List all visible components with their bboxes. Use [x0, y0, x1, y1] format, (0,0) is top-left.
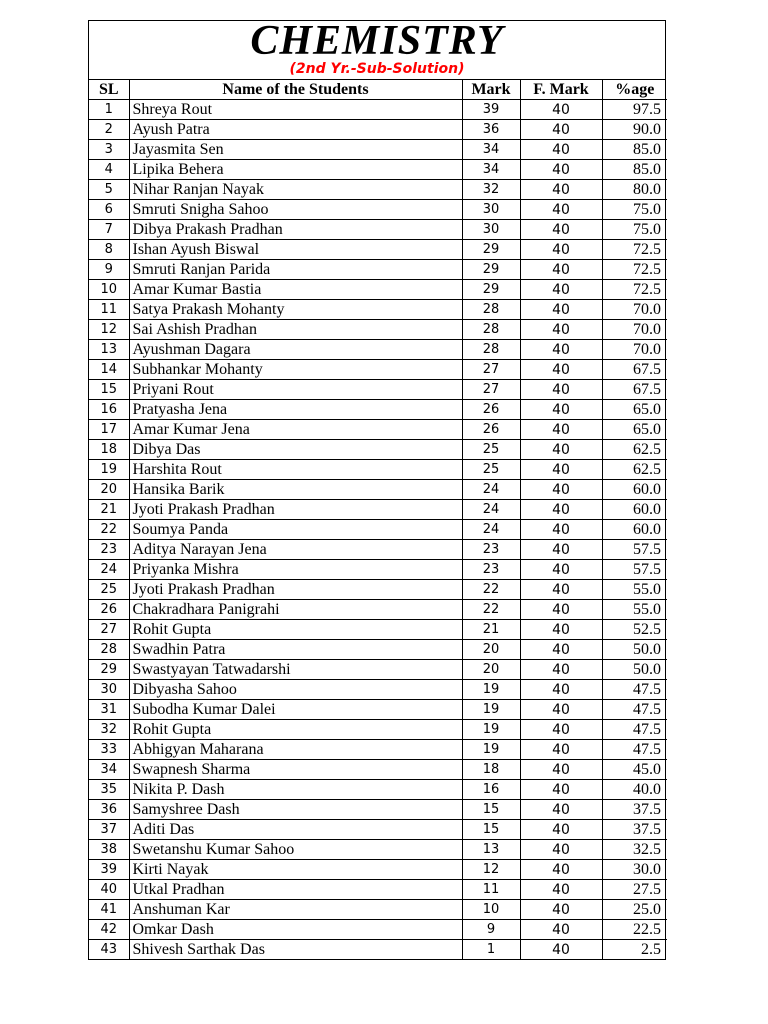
marks-table — [89, 80, 667, 959]
mark-cell: 39 — [462, 100, 520, 120]
serial-number-cell: 2 — [89, 120, 129, 140]
mark-cell: 16 — [462, 780, 520, 800]
serial-number-cell: 43 — [89, 940, 129, 960]
percentage-cell: 32.5 — [602, 840, 667, 860]
full-mark-cell: 40 — [520, 260, 602, 280]
table-row — [89, 840, 667, 860]
student-name-cell: Jayasmita Sen — [129, 140, 462, 160]
student-name-cell: Sai Ashish Pradhan — [129, 320, 462, 340]
serial-number-cell: 38 — [89, 840, 129, 860]
percentage-cell: 25.0 — [602, 900, 667, 920]
full-mark-cell: 40 — [520, 140, 602, 160]
percentage-cell: 85.0 — [602, 140, 667, 160]
mark-cell: 20 — [462, 660, 520, 680]
student-name-cell: Pratyasha Jena — [129, 400, 462, 420]
mark-cell: 36 — [462, 120, 520, 140]
table-row — [89, 380, 667, 400]
serial-number-cell: 1 — [89, 100, 129, 120]
percentage-cell: 85.0 — [602, 160, 667, 180]
percentage-cell: 52.5 — [602, 620, 667, 640]
student-name-cell: Jyoti Prakash Pradhan — [129, 500, 462, 520]
student-name-cell: Ayush Patra — [129, 120, 462, 140]
percentage-cell: 50.0 — [602, 660, 667, 680]
full-mark-cell: 40 — [520, 920, 602, 940]
student-name-cell: Subodha Kumar Dalei — [129, 700, 462, 720]
full-mark-cell: 40 — [520, 840, 602, 860]
table-row — [89, 320, 667, 340]
table-row — [89, 720, 667, 740]
percentage-cell: 60.0 — [602, 480, 667, 500]
serial-number-cell: 23 — [89, 540, 129, 560]
student-name-cell: Utkal Pradhan — [129, 880, 462, 900]
table-row — [89, 600, 667, 620]
full-mark-cell: 40 — [520, 420, 602, 440]
mark-cell: 19 — [462, 700, 520, 720]
serial-number-cell: 16 — [89, 400, 129, 420]
full-mark-cell: 40 — [520, 540, 602, 560]
mark-cell: 15 — [462, 800, 520, 820]
table-row — [89, 760, 667, 780]
full-mark-cell: 40 — [520, 300, 602, 320]
table-row — [89, 880, 667, 900]
percentage-cell: 67.5 — [602, 360, 667, 380]
full-mark-cell: 40 — [520, 100, 602, 120]
mark-cell: 26 — [462, 400, 520, 420]
serial-number-cell: 20 — [89, 480, 129, 500]
serial-number-cell: 25 — [89, 580, 129, 600]
mark-cell: 32 — [462, 180, 520, 200]
table-row — [89, 440, 667, 460]
percentage-cell: 70.0 — [602, 320, 667, 340]
full-mark-cell: 40 — [520, 160, 602, 180]
student-name-cell: Anshuman Kar — [129, 900, 462, 920]
full-mark-cell: 40 — [520, 240, 602, 260]
sheet-title: CHEMISTRY — [250, 21, 504, 59]
percentage-cell: 22.5 — [602, 920, 667, 940]
full-mark-cell: 40 — [520, 460, 602, 480]
student-name-cell: Priyanka Mishra — [129, 560, 462, 580]
full-mark-cell: 40 — [520, 940, 602, 960]
mark-cell: 24 — [462, 520, 520, 540]
mark-cell: 27 — [462, 360, 520, 380]
serial-number-cell: 7 — [89, 220, 129, 240]
serial-number-cell: 27 — [89, 620, 129, 640]
student-name-cell: Shivesh Sarthak Das — [129, 940, 462, 960]
mark-cell: 22 — [462, 600, 520, 620]
student-name-cell: Swastyayan Tatwadarshi — [129, 660, 462, 680]
table-row — [89, 220, 667, 240]
mark-cell: 19 — [462, 680, 520, 700]
table-row — [89, 940, 667, 960]
mark-cell: 21 — [462, 620, 520, 640]
table-row — [89, 340, 667, 360]
student-name-cell: Dibya Das — [129, 440, 462, 460]
table-row — [89, 500, 667, 520]
percentage-cell: 30.0 — [602, 860, 667, 880]
serial-number-cell: 32 — [89, 720, 129, 740]
full-mark-cell: 40 — [520, 780, 602, 800]
serial-number-cell: 3 — [89, 140, 129, 160]
table-row — [89, 860, 667, 880]
serial-number-cell: 26 — [89, 600, 129, 620]
full-mark-cell: 40 — [520, 700, 602, 720]
serial-number-cell: 42 — [89, 920, 129, 940]
percentage-cell: 72.5 — [602, 260, 667, 280]
student-name-cell: Amar Kumar Bastia — [129, 280, 462, 300]
mark-cell: 26 — [462, 420, 520, 440]
full-mark-cell: 40 — [520, 800, 602, 820]
full-mark-cell: 40 — [520, 500, 602, 520]
table-row — [89, 160, 667, 180]
student-name-cell: Nikita P. Dash — [129, 780, 462, 800]
student-name-cell: Amar Kumar Jena — [129, 420, 462, 440]
full-mark-cell: 40 — [520, 400, 602, 420]
serial-number-cell: 9 — [89, 260, 129, 280]
full-mark-cell: 40 — [520, 900, 602, 920]
percentage-cell: 90.0 — [602, 120, 667, 140]
full-mark-cell: 40 — [520, 600, 602, 620]
serial-number-cell: 28 — [89, 640, 129, 660]
serial-number-cell: 5 — [89, 180, 129, 200]
serial-number-cell: 33 — [89, 740, 129, 760]
percentage-cell: 50.0 — [602, 640, 667, 660]
table-row — [89, 900, 667, 920]
table-row — [89, 240, 667, 260]
serial-number-cell: 12 — [89, 320, 129, 340]
percentage-cell: 60.0 — [602, 500, 667, 520]
table-row — [89, 520, 667, 540]
full-mark-cell: 40 — [520, 740, 602, 760]
mark-cell: 10 — [462, 900, 520, 920]
mark-cell: 19 — [462, 720, 520, 740]
table-row — [89, 620, 667, 640]
table-row — [89, 660, 667, 680]
student-name-cell: Jyoti Prakash Pradhan — [129, 580, 462, 600]
student-name-cell: Aditi Das — [129, 820, 462, 840]
serial-number-cell: 35 — [89, 780, 129, 800]
table-row — [89, 100, 667, 120]
mark-cell: 24 — [462, 500, 520, 520]
percentage-cell: 65.0 — [602, 400, 667, 420]
serial-number-cell: 41 — [89, 900, 129, 920]
percentage-cell: 37.5 — [602, 820, 667, 840]
full-mark-cell: 40 — [520, 880, 602, 900]
student-name-cell: Subhankar Mohanty — [129, 360, 462, 380]
student-name-cell: Dibya Prakash Pradhan — [129, 220, 462, 240]
full-mark-cell: 40 — [520, 220, 602, 240]
percentage-cell: 60.0 — [602, 520, 667, 540]
percentage-cell: 37.5 — [602, 800, 667, 820]
serial-number-cell: 17 — [89, 420, 129, 440]
mark-cell: 29 — [462, 240, 520, 260]
student-name-cell: Satya Prakash Mohanty — [129, 300, 462, 320]
mark-cell: 19 — [462, 740, 520, 760]
percentage-cell: 27.5 — [602, 880, 667, 900]
serial-number-cell: 36 — [89, 800, 129, 820]
percentage-cell: 47.5 — [602, 740, 667, 760]
mark-cell: 27 — [462, 380, 520, 400]
percentage-cell: 97.5 — [602, 100, 667, 120]
percentage-cell: 62.5 — [602, 440, 667, 460]
table-row — [89, 680, 667, 700]
mark-cell: 23 — [462, 560, 520, 580]
table-row — [89, 560, 667, 580]
serial-number-cell: 29 — [89, 660, 129, 680]
serial-number-cell: 30 — [89, 680, 129, 700]
header-row — [89, 80, 667, 100]
serial-number-cell: 39 — [89, 860, 129, 880]
serial-number-cell: 31 — [89, 700, 129, 720]
mark-cell: 9 — [462, 920, 520, 940]
table-row — [89, 180, 667, 200]
percentage-cell: 45.0 — [602, 760, 667, 780]
full-mark-cell: 40 — [520, 180, 602, 200]
mark-cell: 25 — [462, 440, 520, 460]
full-mark-cell: 40 — [520, 660, 602, 680]
table-row — [89, 640, 667, 660]
mark-cell: 28 — [462, 340, 520, 360]
mark-cell: 22 — [462, 580, 520, 600]
table-row — [89, 700, 667, 720]
mark-cell: 29 — [462, 260, 520, 280]
student-name-cell: Priyani Rout — [129, 380, 462, 400]
mark-cell: 18 — [462, 760, 520, 780]
mark-cell: 12 — [462, 860, 520, 880]
percentage-cell: 75.0 — [602, 220, 667, 240]
mark-cell: 20 — [462, 640, 520, 660]
full-mark-cell: 40 — [520, 340, 602, 360]
student-name-cell: Soumya Panda — [129, 520, 462, 540]
table-row — [89, 480, 667, 500]
student-name-cell: Abhigyan Maharana — [129, 740, 462, 760]
student-name-cell: Swapnesh Sharma — [129, 760, 462, 780]
student-name-cell: Samyshree Dash — [129, 800, 462, 820]
header-percentage: %age — [602, 80, 667, 100]
mark-cell: 25 — [462, 460, 520, 480]
student-name-cell: Kirti Nayak — [129, 860, 462, 880]
table-row — [89, 300, 667, 320]
serial-number-cell: 19 — [89, 460, 129, 480]
header-mark: Mark — [462, 80, 520, 100]
student-name-cell: Rohit Gupta — [129, 720, 462, 740]
table-row — [89, 120, 667, 140]
percentage-cell: 70.0 — [602, 340, 667, 360]
serial-number-cell: 37 — [89, 820, 129, 840]
full-mark-cell: 40 — [520, 820, 602, 840]
full-mark-cell: 40 — [520, 640, 602, 660]
percentage-cell: 55.0 — [602, 600, 667, 620]
full-mark-cell: 40 — [520, 280, 602, 300]
student-name-cell: Smruti Ranjan Parida — [129, 260, 462, 280]
full-mark-cell: 40 — [520, 480, 602, 500]
full-mark-cell: 40 — [520, 680, 602, 700]
serial-number-cell: 8 — [89, 240, 129, 260]
percentage-cell: 72.5 — [602, 280, 667, 300]
percentage-cell: 47.5 — [602, 680, 667, 700]
result-sheet — [88, 20, 666, 960]
table-row — [89, 920, 667, 940]
student-name-cell: Ishan Ayush Biswal — [129, 240, 462, 260]
serial-number-cell: 21 — [89, 500, 129, 520]
full-mark-cell: 40 — [520, 760, 602, 780]
mark-cell: 28 — [462, 320, 520, 340]
student-name-cell: Nihar Ranjan Nayak — [129, 180, 462, 200]
percentage-cell: 75.0 — [602, 200, 667, 220]
serial-number-cell: 10 — [89, 280, 129, 300]
full-mark-cell: 40 — [520, 580, 602, 600]
header-name: Name of the Students — [129, 80, 462, 100]
table-row — [89, 260, 667, 280]
percentage-cell: 2.5 — [602, 940, 667, 960]
table-row — [89, 460, 667, 480]
full-mark-cell: 40 — [520, 620, 602, 640]
student-name-cell: Harshita Rout — [129, 460, 462, 480]
table-row — [89, 360, 667, 380]
table-row — [89, 780, 667, 800]
table-row — [89, 200, 667, 220]
percentage-cell: 80.0 — [602, 180, 667, 200]
percentage-cell: 72.5 — [602, 240, 667, 260]
mark-cell: 30 — [462, 200, 520, 220]
full-mark-cell: 40 — [520, 860, 602, 880]
serial-number-cell: 4 — [89, 160, 129, 180]
table-body — [89, 100, 667, 960]
percentage-cell: 67.5 — [602, 380, 667, 400]
mark-cell: 34 — [462, 160, 520, 180]
serial-number-cell: 13 — [89, 340, 129, 360]
mark-cell: 24 — [462, 480, 520, 500]
student-name-cell: Swadhin Patra — [129, 640, 462, 660]
serial-number-cell: 22 — [89, 520, 129, 540]
serial-number-cell: 11 — [89, 300, 129, 320]
serial-number-cell: 34 — [89, 760, 129, 780]
sheet-subtitle: (2nd Yr.-Sub-Solution) — [89, 59, 665, 80]
student-name-cell: Shreya Rout — [129, 100, 462, 120]
table-row — [89, 420, 667, 440]
student-name-cell: Dibyasha Sahoo — [129, 680, 462, 700]
table-row — [89, 820, 667, 840]
full-mark-cell: 40 — [520, 360, 602, 380]
mark-cell: 15 — [462, 820, 520, 840]
mark-cell: 28 — [462, 300, 520, 320]
full-mark-cell: 40 — [520, 120, 602, 140]
mark-cell: 34 — [462, 140, 520, 160]
mark-cell: 29 — [462, 280, 520, 300]
table-row — [89, 400, 667, 420]
full-mark-cell: 40 — [520, 320, 602, 340]
mark-cell: 13 — [462, 840, 520, 860]
full-mark-cell: 40 — [520, 380, 602, 400]
full-mark-cell: 40 — [520, 560, 602, 580]
student-name-cell: Hansika Barik — [129, 480, 462, 500]
full-mark-cell: 40 — [520, 440, 602, 460]
student-name-cell: Rohit Gupta — [129, 620, 462, 640]
mark-cell: 1 — [462, 940, 520, 960]
table-row — [89, 280, 667, 300]
header-full-mark: F. Mark — [520, 80, 602, 100]
table-row — [89, 140, 667, 160]
student-name-cell: Smruti Snigha Sahoo — [129, 200, 462, 220]
serial-number-cell: 14 — [89, 360, 129, 380]
student-name-cell: Ayushman Dagara — [129, 340, 462, 360]
student-name-cell: Omkar Dash — [129, 920, 462, 940]
percentage-cell: 62.5 — [602, 460, 667, 480]
percentage-cell: 57.5 — [602, 540, 667, 560]
student-name-cell: Swetanshu Kumar Sahoo — [129, 840, 462, 860]
percentage-cell: 40.0 — [602, 780, 667, 800]
full-mark-cell: 40 — [520, 720, 602, 740]
percentage-cell: 65.0 — [602, 420, 667, 440]
header-sl: SL — [89, 80, 129, 100]
percentage-cell: 57.5 — [602, 560, 667, 580]
table-row — [89, 540, 667, 560]
student-name-cell: Aditya Narayan Jena — [129, 540, 462, 560]
mark-cell: 11 — [462, 880, 520, 900]
percentage-cell: 47.5 — [602, 720, 667, 740]
full-mark-cell: 40 — [520, 520, 602, 540]
mark-cell: 30 — [462, 220, 520, 240]
serial-number-cell: 6 — [89, 200, 129, 220]
serial-number-cell: 24 — [89, 560, 129, 580]
full-mark-cell: 40 — [520, 200, 602, 220]
table-row — [89, 800, 667, 820]
serial-number-cell: 40 — [89, 880, 129, 900]
percentage-cell: 55.0 — [602, 580, 667, 600]
serial-number-cell: 18 — [89, 440, 129, 460]
mark-cell: 23 — [462, 540, 520, 560]
percentage-cell: 47.5 — [602, 700, 667, 720]
serial-number-cell: 15 — [89, 380, 129, 400]
percentage-cell: 70.0 — [602, 300, 667, 320]
student-name-cell: Lipika Behera — [129, 160, 462, 180]
table-row — [89, 580, 667, 600]
student-name-cell: Chakradhara Panigrahi — [129, 600, 462, 620]
table-row — [89, 740, 667, 760]
